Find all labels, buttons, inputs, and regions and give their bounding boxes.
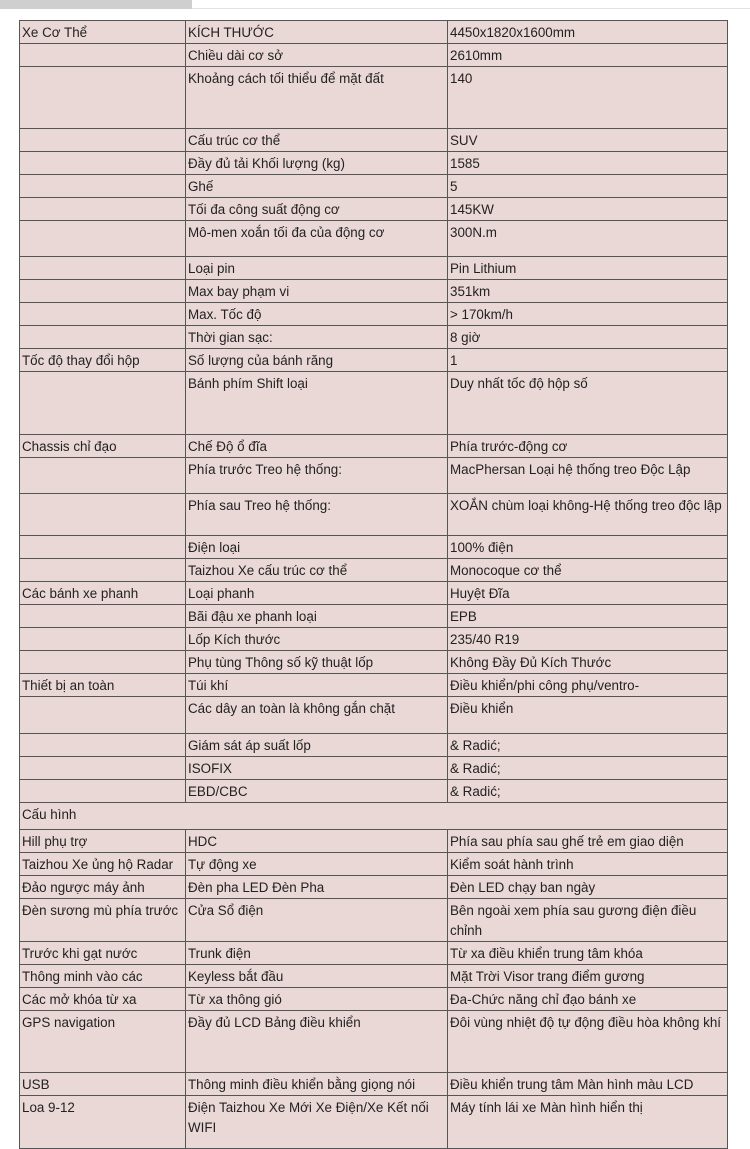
table-cell [20,303,186,326]
table-row [20,326,728,349]
table-row [20,830,728,853]
table-cell [20,198,186,221]
table-row [20,605,728,628]
table-cell: 4450x1820x1600mm [448,21,728,44]
table-cell: Thông minh điều khiển bằng giọng nói [186,1073,448,1096]
spec-table [19,20,728,1149]
table-cell [20,129,186,152]
table-cell [20,780,186,803]
table-cell: Các dây an toàn là không gắn chặt [186,697,448,734]
table-row [20,349,728,372]
table-cell [20,44,186,67]
table-cell: Hill phụ trợ [20,830,186,853]
table-cell: Phía trước-động cơ [448,435,728,458]
table-cell [20,494,186,536]
table-cell: Số lượng của bánh răng [186,349,448,372]
table-row [20,734,728,757]
table-cell: Đa-Chức năng chỉ đạo bánh xe [448,988,728,1011]
table-row [20,280,728,303]
table-cell: Điều khiển/phi công phụ/ventro- [448,674,728,697]
table-cell: Mặt Trời Visor trang điểm gương [448,965,728,988]
table-cell [20,67,186,129]
table-cell: USB [20,1073,186,1096]
table-row [20,559,728,582]
table-row [20,853,728,876]
table-cell: 1585 [448,152,728,175]
table-cell: Bãi đậu xe phanh loại [186,605,448,628]
table-cell: Huyệt Đĩa [448,582,728,605]
table-cell: Xe Cơ Thể [20,21,186,44]
table-cell: Max bay phạm vi [186,280,448,303]
table-cell: Từ xa điều khiển trung tâm khóa [448,942,728,965]
table-cell: 351km [448,280,728,303]
table-cell: MacPhersan Loại hệ thống treo Độc Lập [448,458,728,494]
table-cell: 235/40 R19 [448,628,728,651]
table-row [20,372,728,435]
table-cell: Taizhou Xe ủng hộ Radar [20,853,186,876]
table-row [20,1011,728,1073]
table-cell: 300N.m [448,221,728,257]
table-cell: Loa 9-12 [20,1096,186,1149]
table-row [20,942,728,965]
table-cell: Đèn pha LED Đèn Pha [186,876,448,899]
table-cell: 100% điện [448,536,728,559]
table-row [20,965,728,988]
table-cell: Đèn LED chạy ban ngày [448,876,728,899]
table-cell [20,458,186,494]
table-cell [20,221,186,257]
table-cell: 8 giờ [448,326,728,349]
table-cell: Điều khiển [448,697,728,734]
table-row [20,221,728,257]
table-cell [20,651,186,674]
table-cell: Điện Taizhou Xe Mới Xe Điện/Xe Kết nối WIFI [186,1096,448,1149]
table-cell: Duy nhất tốc độ hộp số [448,372,728,435]
table-cell: Phía trước Treo hệ thống: [186,458,448,494]
table-cell: Ghế [186,175,448,198]
table-cell: Đôi vùng nhiệt độ tự động điều hòa không khí [448,1011,728,1073]
table-row [20,757,728,780]
table-row [20,458,728,494]
table-cell: Từ xa thông gió [186,988,448,1011]
table-cell: > 170km/h [448,303,728,326]
table-cell: Keyless bắt đầu [186,965,448,988]
table-cell: Bên ngoài xem phía sau gương điện điều chỉnh [448,899,728,942]
table-cell: GPS navigation [20,1011,186,1073]
table-row [20,582,728,605]
table-cell: EPB [448,605,728,628]
top-bar [0,0,750,9]
table-cell: Kiểm soát hành trình [448,853,728,876]
table-cell [20,628,186,651]
table-cell: Phía sau Treo hệ thống: [186,494,448,536]
table-row [20,780,728,803]
table-cell: 140 [448,67,728,129]
table-row [20,44,728,67]
table-cell: & Radić; [448,734,728,757]
table-cell: Giám sát áp suất lốp [186,734,448,757]
table-cell: Taizhou Xe cấu trúc cơ thể [186,559,448,582]
table-cell: 145KW [448,198,728,221]
table-cell: Max. Tốc độ [186,303,448,326]
table-cell [20,372,186,435]
table-cell: Lốp Kích thước [186,628,448,651]
table-cell: Đảo ngược máy ảnh [20,876,186,899]
table-cell [20,734,186,757]
table-cell: Monocoque cơ thể [448,559,728,582]
table-cell: Máy tính lái xe Màn hình hiển thị [448,1096,728,1149]
table-cell: Túi khí [186,674,448,697]
table-row [20,988,728,1011]
table-cell: Thời gian sạc: [186,326,448,349]
table-cell: Loại phanh [186,582,448,605]
table-cell: Điều khiển trung tâm Màn hình màu LCD [448,1073,728,1096]
table-cell: EBD/CBC [186,780,448,803]
table-row [20,21,728,44]
table-cell: Bánh phím Shift loại [186,372,448,435]
table-cell: 2610mm [448,44,728,67]
table-row [20,303,728,326]
table-cell: Điện loại [186,536,448,559]
table-row [20,129,728,152]
table-cell: Tối đa công suất động cơ [186,198,448,221]
table-cell: Đầy đủ tải Khối lượng (kg) [186,152,448,175]
table-cell [20,175,186,198]
table-cell: Trước khi gạt nước [20,942,186,965]
table-cell [20,757,186,780]
table-cell: Cấu trúc cơ thể [186,129,448,152]
table-row [20,1096,728,1149]
table-row [20,435,728,458]
table-cell: XOẮN chùm loại không-Hệ thống treo độc lập [448,494,728,536]
table-cell: Khoảng cách tối thiểu để mặt đất [186,67,448,129]
table-cell [20,326,186,349]
top-bar-divider [192,8,750,9]
table-row [20,674,728,697]
table-cell: Chiều dài cơ sở [186,44,448,67]
table-cell: 1 [448,349,728,372]
table-cell: Cửa Sổ điện [186,899,448,942]
table-row [20,152,728,175]
table-cell: Thiết bị an toàn [20,674,186,697]
table-cell [20,280,186,303]
table-cell: Phụ tùng Thông số kỹ thuật lốp [186,651,448,674]
table-row [20,494,728,536]
table-row [20,697,728,734]
table-cell: Các mở khóa từ xa [20,988,186,1011]
table-cell: Loại pin [186,257,448,280]
table-cell: KÍCH THƯỚC [186,21,448,44]
table-row [20,67,728,129]
table-row [20,198,728,221]
table-cell: & Radić; [448,780,728,803]
table-cell [20,697,186,734]
table-cell: & Radić; [448,757,728,780]
table-cell: Thông minh vào các [20,965,186,988]
table-cell: Trunk điện [186,942,448,965]
table-cell: ISOFIX [186,757,448,780]
section-header: Cấu hình [20,803,728,830]
table-cell: HDC [186,830,448,853]
table-row [20,1073,728,1096]
table-cell: Đèn sương mù phía trước [20,899,186,942]
table-cell: Đầy đủ LCD Bảng điều khiển [186,1011,448,1073]
table-row [20,651,728,674]
table-row [20,175,728,198]
table-cell: Tự động xe [186,853,448,876]
table-cell: Tốc độ thay đổi hộp [20,349,186,372]
table-cell [20,152,186,175]
table-row [20,628,728,651]
table-cell [20,536,186,559]
table-cell: 5 [448,175,728,198]
table-row [20,876,728,899]
table-row [20,536,728,559]
table-cell: SUV [448,129,728,152]
table-row [20,257,728,280]
table-cell: Pin Lithium [448,257,728,280]
table-row [20,803,728,830]
top-bar-tab [0,0,192,9]
table-cell: Chế Độ ổ đĩa [186,435,448,458]
table-cell [20,605,186,628]
table-cell: Phía sau phía sau ghế trẻ em giao diện [448,830,728,853]
table-cell: Chassis chỉ đạo [20,435,186,458]
table-cell [20,559,186,582]
table-row [20,899,728,942]
table-cell: Mô-men xoắn tối đa của động cơ [186,221,448,257]
table-cell [20,257,186,280]
table-cell: Các bánh xe phanh [20,582,186,605]
table-cell: Không Đầy Đủ Kích Thước [448,651,728,674]
